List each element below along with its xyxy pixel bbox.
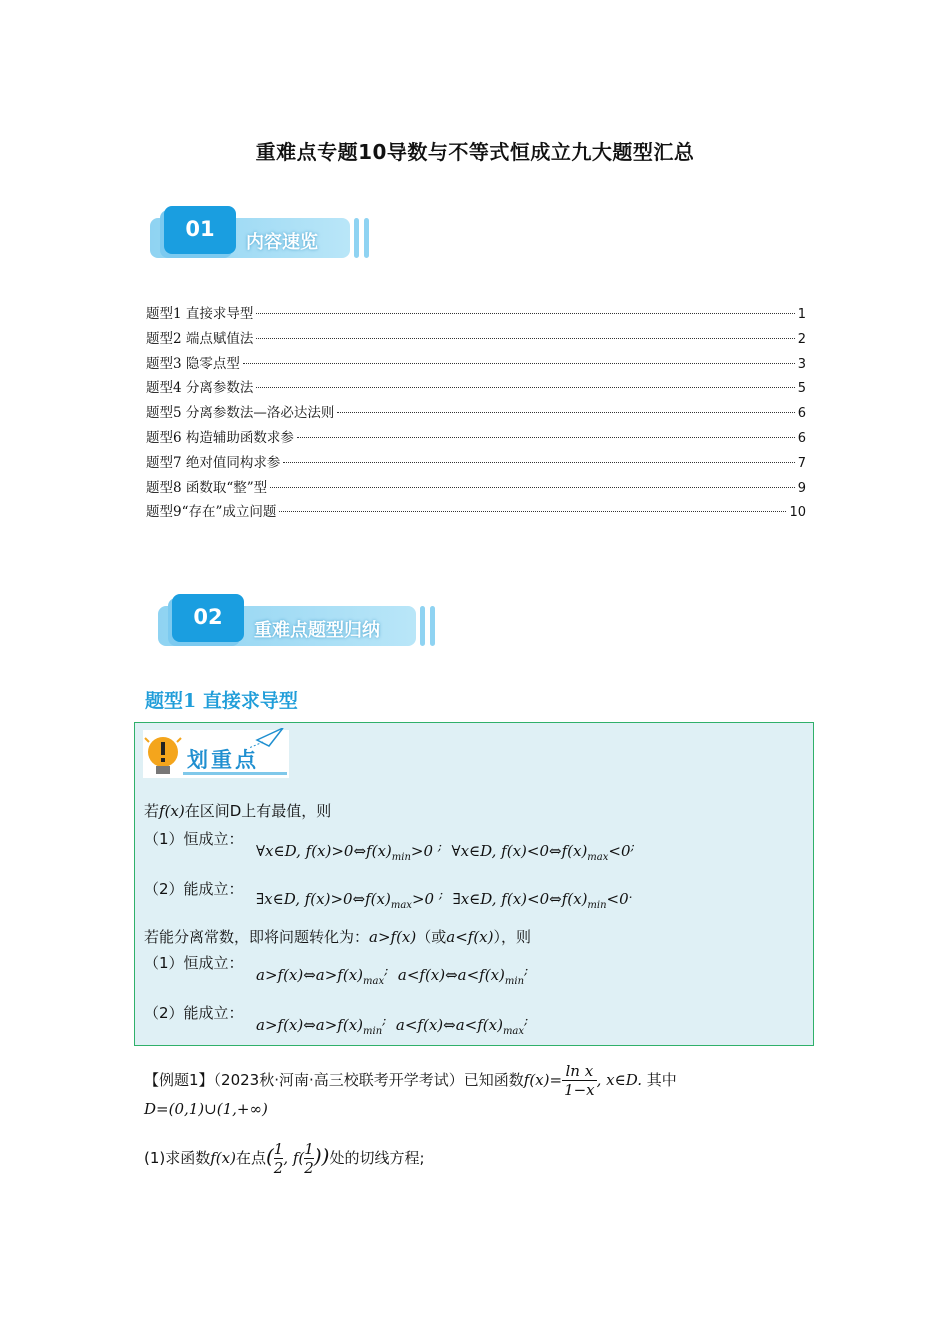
text: （或 — [416, 928, 447, 946]
toc-leader — [256, 387, 794, 388]
toc-title: 题型1 直接求导型 — [146, 306, 254, 322]
toc-leader — [243, 363, 795, 364]
formula: f(x) — [159, 802, 185, 820]
section-banner-02 — [158, 594, 440, 654]
toc-title: 题型6 构造辅助函数求参 — [146, 429, 294, 446]
toc-entry[interactable] — [146, 327, 806, 352]
text: 若 — [144, 802, 160, 820]
hc2-formula: $a>f(x)\Leftrightarrow a>f(x)_{max}^;$ $a<f(x)\Leftrightarrow a<f(x)_{min}^;$ — [256, 962, 529, 987]
toc-page: 1 — [797, 307, 806, 322]
nc2-formula: $a>f(x)\Leftrightarrow a>f(x)_{min}^;$ $a<f(x)\Leftrightarrow a<f(x)_{max}^;$ — [256, 1012, 529, 1037]
section-banner-01 — [150, 206, 372, 266]
hc-label: （1）恒成立： — [144, 830, 244, 848]
toc-page: 10 — [789, 505, 806, 521]
fraction: $\frac{1}{2}$ — [304, 1140, 314, 1177]
table-of-contents — [146, 302, 806, 525]
intro-line-1 — [144, 800, 331, 821]
fraction: $\frac{\text{ln x}}{1-x}$ — [564, 1062, 595, 1099]
formula: a<f(x) — [446, 928, 494, 946]
formula: , f( — [283, 1149, 305, 1167]
toc-entry[interactable] — [146, 451, 806, 476]
toc-page: 2 — [797, 331, 806, 347]
toc-title: 题型2 端点赋值法 — [146, 330, 254, 347]
toc-leader — [270, 487, 795, 488]
text: ），则 — [493, 928, 532, 946]
section-label: 重难点题型归纳 — [254, 620, 380, 641]
toc-entry[interactable] — [146, 401, 806, 426]
keypoint-badge — [143, 728, 289, 778]
banner-stripe — [354, 218, 359, 258]
text: 在区间D上有最值，则 — [184, 802, 332, 820]
keypoint-label: 划重点 — [187, 747, 259, 772]
nc2-label: （2）能成立： — [144, 1004, 244, 1022]
toc-entry[interactable] — [146, 500, 806, 525]
section-label: 内容速览 — [246, 232, 318, 253]
formula: f(x) — [210, 1149, 236, 1167]
nc-formula: ∃x∈D, $f(x)>0\Leftrightarrow f(x)_{max}>0$ ; ∃x∈D, $f(x)<0\Leftrightarrow f(x)_{min}<0^.$ — [256, 886, 633, 911]
toc-leader — [256, 338, 794, 339]
toc-entry[interactable] — [146, 476, 806, 501]
intro-line-2 — [144, 926, 531, 947]
toc-leader — [337, 412, 794, 413]
banner-stripe — [364, 218, 369, 258]
example-line-1 — [144, 1062, 677, 1099]
toc-leader — [279, 511, 786, 512]
page-title: 重难点专题10导数与不等式恒成立九大题型汇总 — [255, 140, 695, 164]
hc-formula: ∀x∈D, $f(x)>0\Leftrightarrow f(x)_{min}>0$ ; ∀x∈D, $f(x)<0\Leftrightarrow f(x)_{max}<0^;$ — [256, 838, 635, 863]
formula: ( — [265, 1144, 274, 1168]
formula: f(x)= — [523, 1071, 563, 1089]
toc-title: 题型4 分离参数法 — [146, 380, 254, 397]
domain-formula: D=(0,1)∪(1,+∞) — [144, 1100, 268, 1118]
toc-title: 题型8 函数取“整”型 — [146, 479, 268, 496]
fraction: $\frac{1}{2}$ — [273, 1140, 284, 1177]
toc-entry[interactable] — [146, 376, 806, 401]
formula: a>f(x) — [369, 928, 417, 946]
toc-page: 7 — [797, 455, 806, 471]
toc-page: 6 — [797, 406, 806, 422]
toc-title: 题型3 隐零点型 — [146, 355, 240, 372]
toc-leader — [283, 462, 794, 463]
section-number: 02 — [172, 594, 244, 642]
nc-label: （2）能成立： — [144, 880, 244, 898]
toc-entry[interactable] — [146, 426, 806, 451]
toc-entry[interactable] — [146, 352, 806, 377]
toc-page: 5 — [797, 381, 806, 397]
banner-stripe — [420, 606, 425, 646]
toc-leader — [297, 437, 795, 438]
text: 其中 — [646, 1071, 677, 1089]
toc-title: 题型5 分离参数法—洛必达法则 — [146, 405, 335, 422]
formula: , x∈D. — [596, 1071, 642, 1089]
example-question-1 — [144, 1140, 425, 1177]
toc-page: 9 — [797, 480, 806, 496]
hc2-label: （1）恒成立： — [144, 954, 244, 972]
example-label: 【例题1】（2023秋·河南·高三校联考开学考试）已知函数 — [144, 1071, 524, 1089]
text: 在点 — [235, 1149, 266, 1167]
toc-leader — [256, 313, 794, 314]
text: 若能分离常数，即将问题转化为： — [144, 928, 370, 946]
text: 处的切线方程; — [329, 1149, 425, 1167]
toc-title: 题型9“存在”成立问题 — [146, 504, 277, 521]
text: (1)求函数 — [144, 1149, 211, 1167]
formula: )) — [313, 1144, 330, 1168]
toc-page: 6 — [797, 430, 806, 446]
toc-title: 题型7 绝对值同构求参 — [146, 454, 281, 471]
toc-page: 3 — [797, 356, 806, 372]
section-number: 01 — [164, 206, 236, 254]
banner-stripe — [430, 606, 435, 646]
type-heading: 题型1 直接求导型 — [145, 690, 298, 712]
toc-entry[interactable] — [146, 302, 806, 327]
